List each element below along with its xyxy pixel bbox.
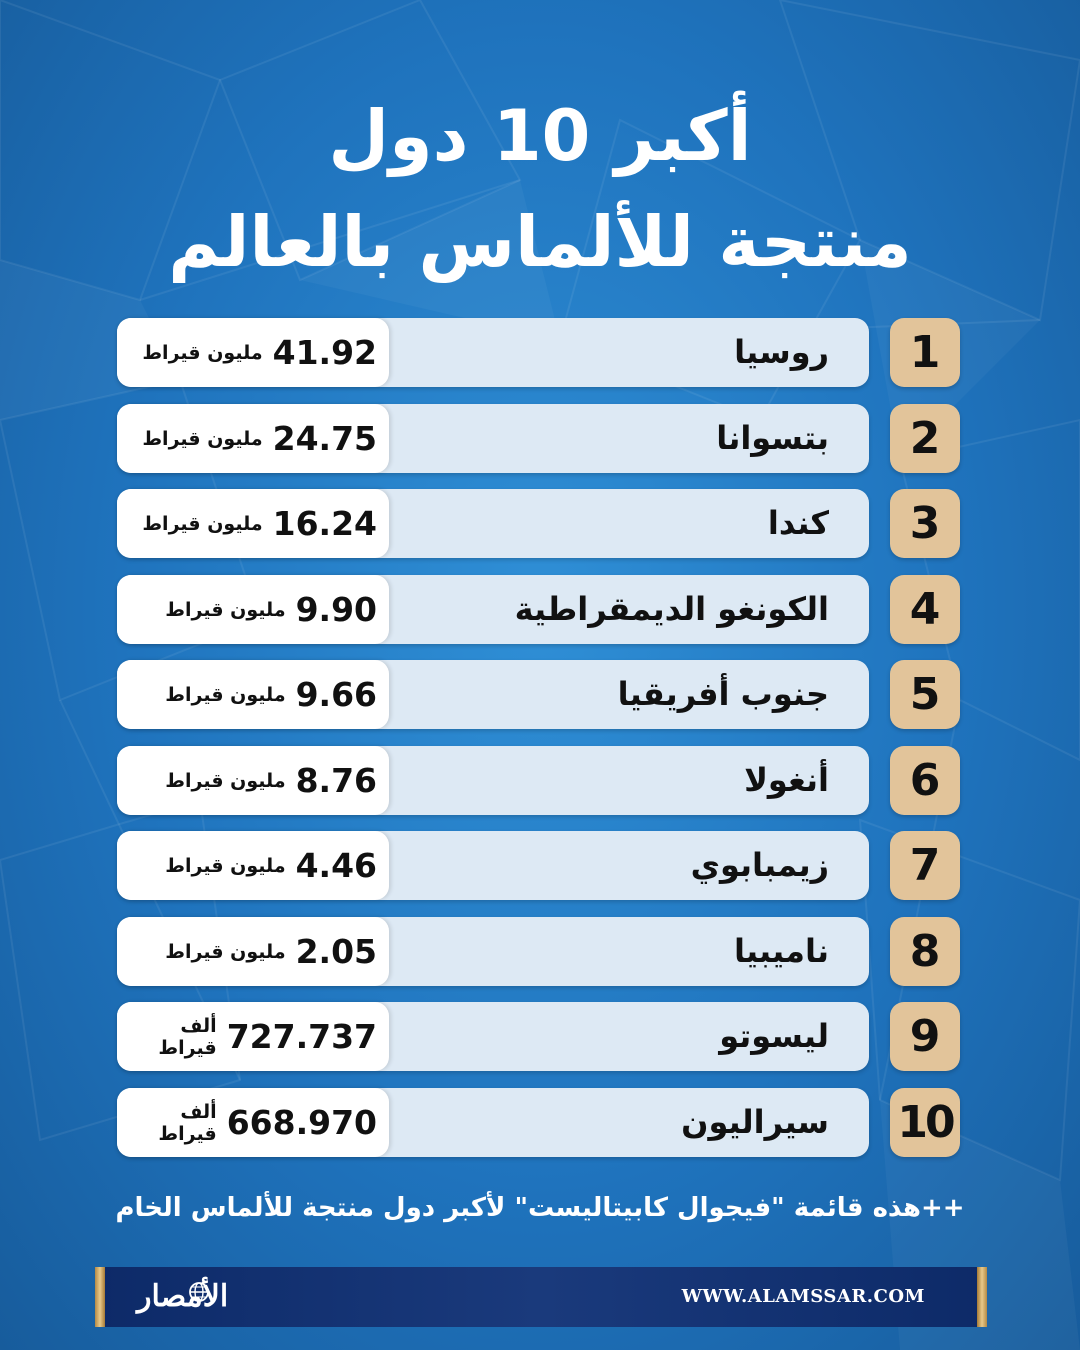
row-pill xyxy=(117,746,869,815)
value-group xyxy=(165,831,377,900)
production-unit: مليون قيراط xyxy=(142,512,263,535)
production-unit: مليون قيراط xyxy=(142,341,263,364)
ranking-row xyxy=(117,318,960,387)
country-name: زيمبابوي xyxy=(690,846,829,884)
ranking-row xyxy=(117,404,960,473)
value-group xyxy=(142,404,377,473)
row-pill xyxy=(117,489,869,558)
ranking-row xyxy=(117,489,960,558)
ranking-row xyxy=(117,917,960,986)
row-pill xyxy=(117,1088,869,1157)
value-group xyxy=(165,746,377,815)
rank-badge: 7 xyxy=(890,831,960,900)
production-value: 9.66 xyxy=(295,675,377,714)
value-box xyxy=(117,917,389,986)
value-group xyxy=(142,489,377,558)
production-value: 8.76 xyxy=(295,761,377,800)
country-name: ناميبيا xyxy=(733,932,829,970)
footer-left-cap xyxy=(95,1267,105,1327)
country-name: ليسوتو xyxy=(719,1017,829,1055)
production-unit: مليون قيراط xyxy=(165,769,286,792)
title-line-1: أكبر 10 دول xyxy=(328,95,752,177)
rank-badge: 6 xyxy=(890,746,960,815)
production-unit: ألف قيراط xyxy=(158,1100,217,1145)
value-box xyxy=(117,404,389,473)
rank-badge: 8 xyxy=(890,917,960,986)
value-box xyxy=(117,1002,389,1071)
country-name: روسيا xyxy=(734,333,829,371)
production-unit: مليون قيراط xyxy=(165,940,286,963)
value-group xyxy=(165,917,377,986)
country-name: بتسوانا xyxy=(716,419,829,457)
row-pill xyxy=(117,1002,869,1071)
production-unit: ألف قيراط xyxy=(158,1014,217,1059)
production-value: 41.92 xyxy=(272,333,377,372)
value-box xyxy=(117,746,389,815)
ranking-row xyxy=(117,746,960,815)
row-pill xyxy=(117,318,869,387)
page-title xyxy=(0,88,1080,290)
production-value: 24.75 xyxy=(272,419,377,458)
website-url[interactable]: WWW.ALAMSSAR.COM xyxy=(681,1286,925,1307)
country-name: كندا xyxy=(767,504,829,542)
rank-badge: 9 xyxy=(890,1002,960,1071)
value-group xyxy=(165,660,377,729)
production-unit: مليون قيراط xyxy=(165,683,286,706)
rank-badge: 2 xyxy=(890,404,960,473)
production-unit: مليون قيراط xyxy=(142,427,263,450)
rank-badge: 1 xyxy=(890,318,960,387)
production-value: 2.05 xyxy=(295,932,377,971)
value-box xyxy=(117,831,389,900)
value-group xyxy=(117,1088,377,1157)
row-pill xyxy=(117,575,869,644)
production-unit: مليون قيراط xyxy=(165,854,286,877)
row-pill xyxy=(117,660,869,729)
ranking-row xyxy=(117,1088,960,1157)
globe-icon xyxy=(188,1281,210,1303)
row-pill xyxy=(117,917,869,986)
value-group xyxy=(117,1002,377,1071)
production-value: 16.24 xyxy=(272,504,377,543)
production-value: 727.737 xyxy=(226,1017,377,1056)
value-group xyxy=(142,318,377,387)
value-box xyxy=(117,660,389,729)
country-name: سيراليون xyxy=(681,1103,829,1141)
ranking-row xyxy=(117,1002,960,1071)
production-value: 9.90 xyxy=(295,590,377,629)
value-box xyxy=(117,489,389,558)
footer-bar xyxy=(95,1267,987,1327)
production-unit: مليون قيراط xyxy=(165,598,286,621)
rank-badge: 3 xyxy=(890,489,960,558)
row-pill xyxy=(117,404,869,473)
country-name: جنوب أفريقيا xyxy=(617,675,829,713)
value-group xyxy=(165,575,377,644)
rank-badge: 10 xyxy=(890,1088,960,1157)
production-value: 668.970 xyxy=(226,1103,377,1142)
ranking-row xyxy=(117,831,960,900)
ranking-row xyxy=(117,660,960,729)
country-name: الكونغو الديمقراطية xyxy=(514,590,829,628)
country-name: أنغولا xyxy=(744,761,829,799)
source-note: ++هذه قائمة "فيجوال كابيتاليست" لأكبر دول منتجة للألماس الخام xyxy=(115,1193,965,1223)
rank-badge: 5 xyxy=(890,660,960,729)
rank-badge: 4 xyxy=(890,575,960,644)
value-box xyxy=(117,318,389,387)
alamssar-logo: الأمصار xyxy=(137,1279,229,1314)
value-box xyxy=(117,575,389,644)
value-box xyxy=(117,1088,389,1157)
row-pill xyxy=(117,831,869,900)
footer-right-cap xyxy=(977,1267,987,1327)
title-line-2: منتجة للألماس بالعالم xyxy=(168,201,912,283)
production-value: 4.46 xyxy=(295,846,377,885)
ranking-row xyxy=(117,575,960,644)
